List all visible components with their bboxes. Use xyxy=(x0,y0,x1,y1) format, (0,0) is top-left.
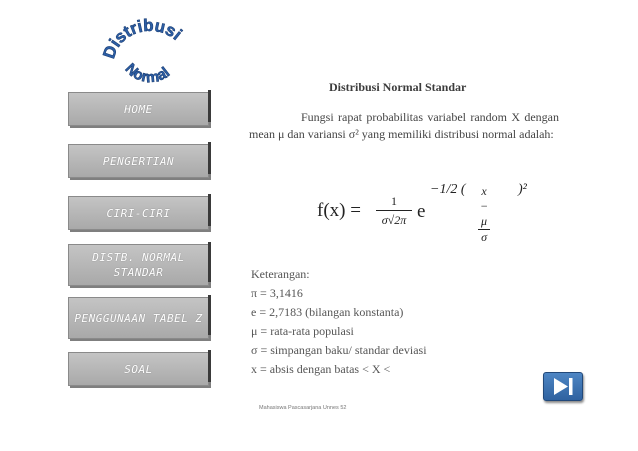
nav-soal-label: SOAL xyxy=(124,362,153,376)
keterangan-line: μ = rata-rata populasi xyxy=(251,324,354,338)
keterangan-line: σ = simpangan baku/ standar deviasi xyxy=(251,343,427,357)
nav-home-label: HOME xyxy=(124,102,153,116)
end-slide-button[interactable] xyxy=(543,372,583,401)
formula-lhs: f(x) = xyxy=(317,200,361,221)
nav-pengertian-button[interactable] xyxy=(68,144,209,178)
keterangan-heading: Keterangan: xyxy=(251,267,310,281)
button-shade xyxy=(208,90,211,122)
nav-ciri-ciri-button[interactable] xyxy=(68,196,209,230)
button-shade xyxy=(208,142,211,174)
exponent-suffix: )² xyxy=(518,182,527,197)
formula-fraction-denominator: σ√2π xyxy=(381,213,407,227)
button-shade xyxy=(208,242,211,282)
exponent-fraction xyxy=(478,184,490,245)
keterangan-line: π = 3,1416 xyxy=(251,286,303,300)
skip-to-end-icon xyxy=(544,373,582,400)
normal-pdf-formula xyxy=(317,182,557,244)
nav-distb-normal-standar-label: DISTB. NORMAL STANDAR xyxy=(92,251,185,279)
definition-paragraph xyxy=(249,109,559,143)
footer-text: Mahasiswa Pascasarjana Unnes 52 xyxy=(259,405,347,411)
formula-base: e xyxy=(417,201,426,222)
keterangan-line: x = absis dengan batas < X < xyxy=(251,362,391,376)
nav-distb-normal-standar-button[interactable] xyxy=(68,244,209,286)
nav-penggunaan-tabel-z-button[interactable] xyxy=(68,297,209,339)
exponent-numerator: x − μ xyxy=(480,184,489,228)
nav-ciri-ciri-label: CIRI-CIRI xyxy=(106,206,171,220)
svg-text:Normal: Normal xyxy=(121,60,174,87)
page-title: Distribusi Normal Standar xyxy=(329,80,467,94)
button-shade xyxy=(208,295,211,335)
button-shade xyxy=(208,194,211,226)
exponent-prefix: −1/2 ( xyxy=(430,182,466,197)
nav-home-button[interactable] xyxy=(68,92,209,126)
formula-fraction xyxy=(376,194,412,228)
formula-fraction-numerator: 1 xyxy=(376,194,412,211)
nav-penggunaan-tabel-z-label: PENGGUNAAN TABEL Z xyxy=(74,311,203,325)
keterangan-line: e = 2,7183 (bilangan konstanta) xyxy=(251,305,404,319)
nav-pengertian-label: PENGERTIAN xyxy=(102,154,175,168)
logo xyxy=(96,8,202,94)
keterangan-block xyxy=(251,265,427,379)
nav-soal-button[interactable] xyxy=(68,352,209,386)
definition-text: Fungsi rapat probabilitas variabel random X dengan mean μ dan variansi σ² yang memiliki distribusi normal adalah: xyxy=(249,110,559,141)
svg-text:Distribusi: Distribusi xyxy=(99,15,186,61)
exponent-denominator: σ xyxy=(481,230,488,244)
button-shade xyxy=(208,350,211,382)
